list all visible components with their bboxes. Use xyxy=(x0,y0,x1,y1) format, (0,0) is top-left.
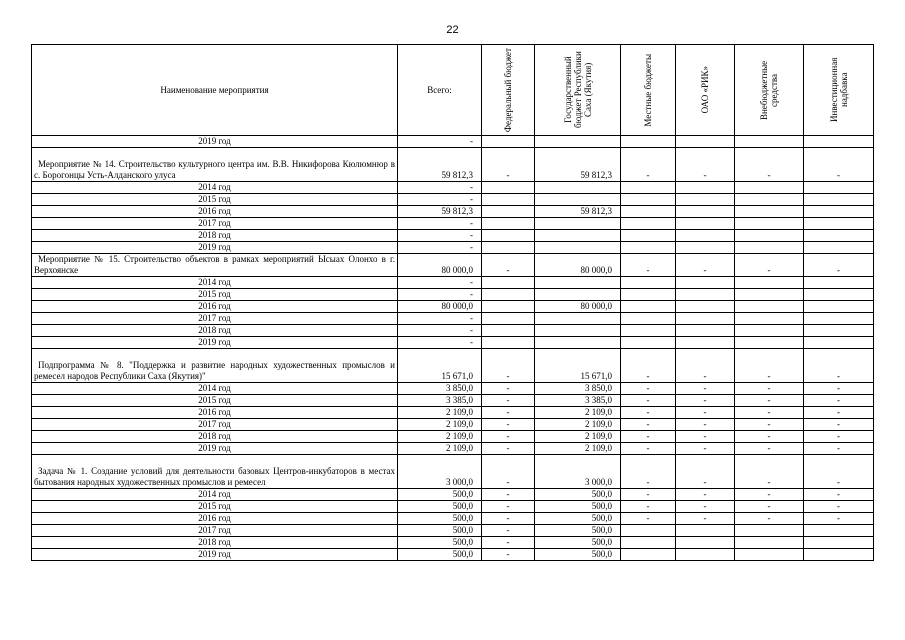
cell-republic: 2 109,0 xyxy=(535,431,621,443)
cell-name: Подпрограмма № 8. "Поддержка и развитие народных художественных промыслов и ремесел народов Республики Саха (Якутия)" xyxy=(32,349,398,383)
cell-extra xyxy=(735,537,804,549)
cell-republic xyxy=(535,313,621,325)
header-republic xyxy=(535,45,621,136)
table-row xyxy=(32,230,874,242)
cell-oao xyxy=(676,277,735,289)
cell-federal: - xyxy=(482,383,535,395)
cell-total: - xyxy=(398,337,482,349)
table-row xyxy=(32,513,874,525)
cell-total: 3 385,0 xyxy=(398,395,482,407)
cell-federal xyxy=(482,206,535,218)
table-row xyxy=(32,501,874,513)
cell-republic: 59 812,3 xyxy=(535,148,621,182)
table-row xyxy=(32,182,874,194)
cell-invest xyxy=(804,136,874,148)
cell-invest xyxy=(804,242,874,254)
header-local xyxy=(621,45,676,136)
cell-oao xyxy=(676,301,735,313)
cell-invest: - xyxy=(804,455,874,489)
header-federal xyxy=(482,45,535,136)
cell-invest: - xyxy=(804,443,874,455)
cell-local: - xyxy=(621,513,676,525)
cell-oao xyxy=(676,337,735,349)
cell-local xyxy=(621,537,676,549)
table-row xyxy=(32,419,874,431)
cell-local: - xyxy=(621,455,676,489)
cell-name: 2018 год xyxy=(32,537,398,549)
cell-total: - xyxy=(398,194,482,206)
cell-local xyxy=(621,230,676,242)
table-row xyxy=(32,537,874,549)
header-local-label: Местные бюджеты xyxy=(643,53,653,127)
cell-extra: - xyxy=(735,431,804,443)
table-row xyxy=(32,194,874,206)
cell-invest: - xyxy=(804,489,874,501)
cell-name: 2014 год xyxy=(32,383,398,395)
table-row xyxy=(32,337,874,349)
cell-republic xyxy=(535,325,621,337)
table-row xyxy=(32,443,874,455)
table-row xyxy=(32,349,874,383)
cell-republic: 2 109,0 xyxy=(535,419,621,431)
header-extra-label: Внебюджетные средства xyxy=(759,60,779,120)
cell-federal xyxy=(482,313,535,325)
cell-name: Задача № 1. Создание условий для деятельности базовых Центров-инкубаторов в местах бытования народных художественных промыслов и ремесел xyxy=(32,455,398,489)
cell-name: 2016 год xyxy=(32,206,398,218)
cell-federal xyxy=(482,325,535,337)
table-row xyxy=(32,455,874,489)
cell-name: 2015 год xyxy=(32,501,398,513)
cell-total: 500,0 xyxy=(398,537,482,549)
cell-oao: - xyxy=(676,407,735,419)
header-invest-label: Инвестиционная надбавка xyxy=(828,57,849,123)
cell-invest xyxy=(804,289,874,301)
cell-local xyxy=(621,289,676,301)
cell-extra: - xyxy=(735,254,804,277)
cell-name: 2019 год xyxy=(32,443,398,455)
cell-invest xyxy=(804,230,874,242)
cell-name: 2014 год xyxy=(32,489,398,501)
cell-republic: 80 000,0 xyxy=(535,254,621,277)
cell-federal: - xyxy=(482,431,535,443)
cell-republic xyxy=(535,277,621,289)
cell-federal: - xyxy=(482,419,535,431)
cell-oao xyxy=(676,136,735,148)
cell-federal: - xyxy=(482,489,535,501)
cell-total: 500,0 xyxy=(398,525,482,537)
cell-federal: - xyxy=(482,254,535,277)
cell-extra xyxy=(735,277,804,289)
table-row xyxy=(32,254,874,277)
cell-local: - xyxy=(621,395,676,407)
table-row xyxy=(32,489,874,501)
cell-total: - xyxy=(398,242,482,254)
table-row xyxy=(32,313,874,325)
cell-total: 59 812,3 xyxy=(398,206,482,218)
cell-invest xyxy=(804,337,874,349)
cell-republic: 15 671,0 xyxy=(535,349,621,383)
cell-oao: - xyxy=(676,443,735,455)
cell-local xyxy=(621,313,676,325)
cell-republic xyxy=(535,289,621,301)
table-row xyxy=(32,277,874,289)
cell-oao xyxy=(676,194,735,206)
cell-invest xyxy=(804,313,874,325)
cell-federal: - xyxy=(482,549,535,561)
cell-invest xyxy=(804,325,874,337)
cell-local xyxy=(621,182,676,194)
cell-federal: - xyxy=(482,455,535,489)
cell-local: - xyxy=(621,254,676,277)
cell-oao xyxy=(676,289,735,301)
cell-total: - xyxy=(398,182,482,194)
cell-extra xyxy=(735,194,804,206)
cell-total: - xyxy=(398,218,482,230)
cell-name: 2014 год xyxy=(32,277,398,289)
table-row xyxy=(32,218,874,230)
cell-invest: - xyxy=(804,254,874,277)
cell-total: - xyxy=(398,289,482,301)
cell-federal xyxy=(482,136,535,148)
cell-republic: 2 109,0 xyxy=(535,407,621,419)
cell-invest: - xyxy=(804,407,874,419)
cell-republic: 3 000,0 xyxy=(535,455,621,489)
header-federal-label: Федеральный бюджет xyxy=(503,47,513,133)
cell-invest: - xyxy=(804,395,874,407)
cell-local: - xyxy=(621,419,676,431)
cell-local xyxy=(621,301,676,313)
cell-invest: - xyxy=(804,383,874,395)
cell-name: Мероприятие № 15. Строительство объектов в рамках мероприятий Ысыах Олонхо в г. Верхоянске xyxy=(32,254,398,277)
cell-federal xyxy=(482,182,535,194)
cell-invest xyxy=(804,277,874,289)
cell-republic: 500,0 xyxy=(535,549,621,561)
header-oao xyxy=(676,45,735,136)
table-row xyxy=(32,383,874,395)
cell-federal xyxy=(482,230,535,242)
cell-extra: - xyxy=(735,489,804,501)
cell-oao: - xyxy=(676,501,735,513)
cell-republic xyxy=(535,218,621,230)
cell-local: - xyxy=(621,148,676,182)
cell-invest xyxy=(804,537,874,549)
cell-federal: - xyxy=(482,407,535,419)
cell-extra: - xyxy=(735,501,804,513)
cell-federal: - xyxy=(482,148,535,182)
cell-extra: - xyxy=(735,383,804,395)
cell-name: 2016 год xyxy=(32,301,398,313)
cell-total: 15 671,0 xyxy=(398,349,482,383)
page-number: 22 xyxy=(446,24,459,36)
cell-total: - xyxy=(398,313,482,325)
cell-name: 2016 год xyxy=(32,513,398,525)
cell-extra: - xyxy=(735,419,804,431)
cell-republic: 500,0 xyxy=(535,513,621,525)
table-row xyxy=(32,148,874,182)
table-row xyxy=(32,325,874,337)
cell-name: 2017 год xyxy=(32,419,398,431)
cell-local xyxy=(621,136,676,148)
cell-total: - xyxy=(398,277,482,289)
cell-oao: - xyxy=(676,383,735,395)
cell-federal: - xyxy=(482,349,535,383)
table-row xyxy=(32,407,874,419)
cell-federal xyxy=(482,289,535,301)
table-row xyxy=(32,525,874,537)
cell-oao xyxy=(676,242,735,254)
table-row xyxy=(32,301,874,313)
cell-oao: - xyxy=(676,513,735,525)
header-extra xyxy=(735,45,804,136)
cell-total: 500,0 xyxy=(398,513,482,525)
cell-republic: 80 000,0 xyxy=(535,301,621,313)
cell-local: - xyxy=(621,489,676,501)
cell-federal: - xyxy=(482,513,535,525)
header-oao-label: ОАО «РИК» xyxy=(700,66,710,114)
cell-federal xyxy=(482,301,535,313)
cell-local xyxy=(621,549,676,561)
cell-total: 80 000,0 xyxy=(398,254,482,277)
table-row xyxy=(32,549,874,561)
cell-name: 2016 год xyxy=(32,407,398,419)
cell-total: 2 109,0 xyxy=(398,407,482,419)
cell-extra xyxy=(735,136,804,148)
cell-total: 2 109,0 xyxy=(398,443,482,455)
cell-republic: 3 850,0 xyxy=(535,383,621,395)
cell-name: 2015 год xyxy=(32,289,398,301)
cell-invest: - xyxy=(804,501,874,513)
cell-republic: 500,0 xyxy=(535,489,621,501)
cell-extra xyxy=(735,525,804,537)
cell-republic: 500,0 xyxy=(535,501,621,513)
cell-extra xyxy=(735,242,804,254)
cell-invest xyxy=(804,218,874,230)
cell-invest: - xyxy=(804,148,874,182)
cell-federal: - xyxy=(482,443,535,455)
cell-republic xyxy=(535,230,621,242)
cell-extra xyxy=(735,218,804,230)
cell-total: 59 812,3 xyxy=(398,148,482,182)
cell-local xyxy=(621,218,676,230)
table-row xyxy=(32,242,874,254)
cell-name: 2015 год xyxy=(32,194,398,206)
cell-oao: - xyxy=(676,419,735,431)
cell-oao xyxy=(676,537,735,549)
cell-extra xyxy=(735,206,804,218)
cell-federal: - xyxy=(482,537,535,549)
table-header-row xyxy=(32,45,874,136)
cell-name: 2018 год xyxy=(32,431,398,443)
table-row xyxy=(32,395,874,407)
cell-extra xyxy=(735,230,804,242)
table-row xyxy=(32,289,874,301)
cell-total: 500,0 xyxy=(398,501,482,513)
cell-name: Мероприятие № 14. Строительство культурного центра им. В.В. Никифорова Кюлюмнюр в с. Борогонцы Усть-Алданского улуса xyxy=(32,148,398,182)
cell-federal xyxy=(482,277,535,289)
cell-name: 2019 год xyxy=(32,337,398,349)
cell-local: - xyxy=(621,443,676,455)
table-row xyxy=(32,206,874,218)
cell-extra: - xyxy=(735,407,804,419)
cell-federal: - xyxy=(482,501,535,513)
table-row xyxy=(32,431,874,443)
cell-extra xyxy=(735,289,804,301)
cell-invest xyxy=(804,525,874,537)
header-total: Всего: xyxy=(398,45,482,136)
header-invest xyxy=(804,45,874,136)
cell-republic: 500,0 xyxy=(535,525,621,537)
cell-oao xyxy=(676,230,735,242)
cell-local: - xyxy=(621,501,676,513)
cell-oao xyxy=(676,206,735,218)
cell-local xyxy=(621,525,676,537)
cell-republic xyxy=(535,337,621,349)
cell-extra: - xyxy=(735,395,804,407)
header-republic-label: Государственный бюджет Республики Саха (Якутия) xyxy=(562,51,593,129)
cell-invest: - xyxy=(804,513,874,525)
cell-local xyxy=(621,325,676,337)
cell-name: 2017 год xyxy=(32,313,398,325)
cell-local xyxy=(621,277,676,289)
cell-local xyxy=(621,194,676,206)
cell-extra: - xyxy=(735,443,804,455)
cell-invest xyxy=(804,206,874,218)
table-row xyxy=(32,136,874,148)
cell-republic: 2 109,0 xyxy=(535,443,621,455)
cell-local: - xyxy=(621,407,676,419)
cell-republic xyxy=(535,242,621,254)
cell-local: - xyxy=(621,349,676,383)
cell-extra xyxy=(735,313,804,325)
cell-federal: - xyxy=(482,525,535,537)
cell-republic xyxy=(535,182,621,194)
cell-republic: 500,0 xyxy=(535,537,621,549)
cell-extra xyxy=(735,182,804,194)
cell-oao xyxy=(676,182,735,194)
cell-name: 2019 год xyxy=(32,549,398,561)
cell-name: 2017 год xyxy=(32,218,398,230)
cell-extra xyxy=(735,301,804,313)
cell-invest xyxy=(804,549,874,561)
cell-local xyxy=(621,242,676,254)
cell-extra: - xyxy=(735,455,804,489)
cell-oao: - xyxy=(676,455,735,489)
cell-total: 80 000,0 xyxy=(398,301,482,313)
cell-oao xyxy=(676,525,735,537)
cell-oao: - xyxy=(676,431,735,443)
cell-invest xyxy=(804,301,874,313)
cell-oao xyxy=(676,313,735,325)
cell-oao xyxy=(676,218,735,230)
cell-extra xyxy=(735,549,804,561)
cell-local xyxy=(621,337,676,349)
cell-republic: 3 385,0 xyxy=(535,395,621,407)
cell-invest: - xyxy=(804,419,874,431)
cell-oao: - xyxy=(676,148,735,182)
cell-extra: - xyxy=(735,349,804,383)
cell-invest: - xyxy=(804,431,874,443)
cell-federal: - xyxy=(482,395,535,407)
cell-name: 2014 год xyxy=(32,182,398,194)
cell-name: 2019 год xyxy=(32,136,398,148)
cell-federal xyxy=(482,337,535,349)
cell-name: 2018 год xyxy=(32,325,398,337)
cell-total: - xyxy=(398,136,482,148)
cell-extra xyxy=(735,337,804,349)
cell-oao: - xyxy=(676,254,735,277)
cell-invest xyxy=(804,194,874,206)
cell-extra: - xyxy=(735,513,804,525)
cell-total: 3 850,0 xyxy=(398,383,482,395)
cell-republic xyxy=(535,194,621,206)
cell-name: 2018 год xyxy=(32,230,398,242)
cell-local: - xyxy=(621,383,676,395)
cell-total: - xyxy=(398,325,482,337)
cell-extra: - xyxy=(735,148,804,182)
cell-name: 2015 год xyxy=(32,395,398,407)
cell-federal xyxy=(482,242,535,254)
cell-republic: 59 812,3 xyxy=(535,206,621,218)
cell-extra xyxy=(735,325,804,337)
budget-table xyxy=(31,44,874,561)
cell-oao: - xyxy=(676,395,735,407)
cell-total: 500,0 xyxy=(398,549,482,561)
cell-local: - xyxy=(621,431,676,443)
cell-oao: - xyxy=(676,349,735,383)
cell-invest: - xyxy=(804,349,874,383)
cell-total: 500,0 xyxy=(398,489,482,501)
table-body xyxy=(32,136,874,561)
cell-republic xyxy=(535,136,621,148)
cell-total: - xyxy=(398,230,482,242)
cell-oao: - xyxy=(676,489,735,501)
cell-invest xyxy=(804,182,874,194)
cell-local xyxy=(621,206,676,218)
cell-name: 2017 год xyxy=(32,525,398,537)
cell-oao xyxy=(676,549,735,561)
header-name: Наименование мероприятия xyxy=(32,45,398,136)
cell-federal xyxy=(482,218,535,230)
cell-federal xyxy=(482,194,535,206)
cell-name: 2019 год xyxy=(32,242,398,254)
cell-oao xyxy=(676,325,735,337)
cell-total: 2 109,0 xyxy=(398,431,482,443)
cell-total: 2 109,0 xyxy=(398,419,482,431)
cell-total: 3 000,0 xyxy=(398,455,482,489)
